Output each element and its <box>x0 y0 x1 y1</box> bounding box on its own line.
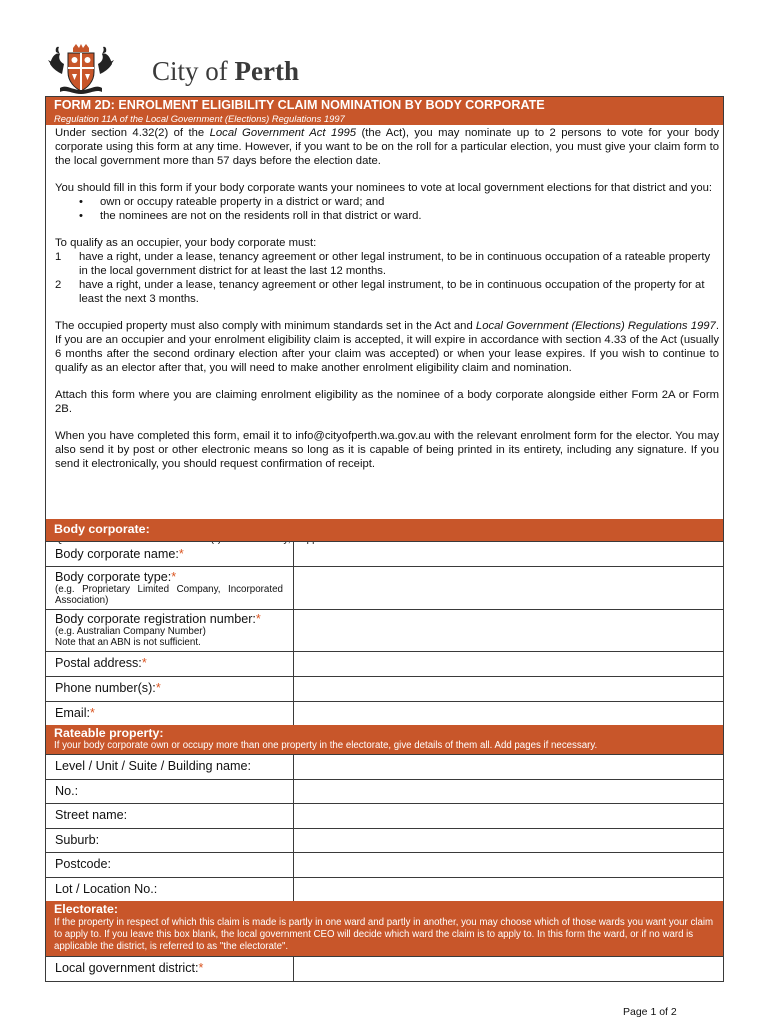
field-label <box>46 567 294 609</box>
bullet-item: • the nominees are not on the residents roll in that district or ward. <box>55 209 719 223</box>
brand-prefix: City of <box>152 56 235 86</box>
body-corporate-name-field[interactable] <box>294 542 723 566</box>
intro-p4-text: The occupied property must also comply with minimum standards set in the Act and <box>55 320 476 332</box>
field-row-number <box>46 779 723 803</box>
field-label <box>46 542 294 566</box>
label-text: Phone number(s): <box>55 681 156 695</box>
intro-p4-text-cont: . If you are an occupier and your enrolment eligibility claim is accepted, it will expire in accordance with section 4.33 of the Act (usually 6 months after the second ordinary election after your claim was accepted) or when your lease expires. If you wish to continue to qualify as an elector after that, you will need to make another enrolment eligibility claim and nomination. <box>55 320 719 374</box>
section-heading: Rateable property: <box>54 726 164 740</box>
label-text: Postcode: <box>55 857 112 871</box>
field-label <box>46 677 294 701</box>
intro-paragraph-1 <box>55 126 719 168</box>
form-title-bar <box>46 97 723 125</box>
body-corporate-type-field[interactable] <box>294 567 723 609</box>
enrolment-form <box>45 96 724 982</box>
intro-paragraph-3: To qualify as an occupier, your body corporate must: <box>55 237 317 249</box>
field-row-registration-number <box>46 609 723 651</box>
label-text: Street name: <box>55 808 128 822</box>
required-asterisk: * <box>178 547 184 561</box>
label-text: Body corporate type: <box>55 570 172 584</box>
field-row-lot-number <box>46 877 723 901</box>
label-text: No.: <box>55 784 79 798</box>
label-text: Body corporate name: <box>55 547 179 561</box>
section-electorate <box>46 901 723 956</box>
email-field[interactable] <box>294 702 723 725</box>
label-text: Local government district: <box>55 961 199 975</box>
postal-address-field[interactable] <box>294 652 723 676</box>
section-rateable-property <box>46 725 723 754</box>
field-row-suburb <box>46 828 723 852</box>
field-label <box>46 780 294 803</box>
street-number-field[interactable] <box>294 780 723 803</box>
form-subtitle: Regulation 11A of the Local Government (Elections) Regulations 1997 <box>54 113 345 124</box>
field-label <box>46 957 294 981</box>
section-body-corporate <box>46 519 723 541</box>
field-hint: (e.g. Proprietary Limited Company, Incorporated Association) <box>55 584 283 606</box>
item-text: have a right, under a lease, tenancy agreement or other legal instrument, to be in continuous occupation of the property for at least the next 3 months. <box>79 279 705 305</box>
field-row-phone <box>46 676 723 701</box>
postcode-field[interactable] <box>294 853 723 877</box>
page-number: Page 1 of 2 <box>623 1006 677 1018</box>
label-text: Lot / Location No.: <box>55 882 158 896</box>
required-asterisk: * <box>198 961 204 975</box>
registration-number-field[interactable] <box>294 610 723 651</box>
lot-number-field[interactable] <box>294 878 723 901</box>
field-hint: Note that an ABN is not sufficient. <box>55 637 201 648</box>
label-text: Email: <box>55 706 90 720</box>
field-row-email <box>46 701 723 725</box>
required-asterisk: * <box>90 706 95 720</box>
section-note: If your body corporate own or occupy more than one property in the electorate, give details of them all. Add pages if necessary. <box>54 740 598 751</box>
label-text: Postal address: <box>55 656 142 670</box>
occupier-conditions <box>55 250 719 306</box>
item-text: have a right, under a lease, tenancy agreement or other legal instrument, to be in continuous occupation of a rateable property in the local government district for at least the last 12 months. <box>79 251 711 277</box>
intro-p1-text: Under section 4.32(2) of the <box>55 127 210 139</box>
field-label <box>46 755 294 779</box>
page-header <box>44 44 344 96</box>
required-asterisk: * <box>141 656 147 670</box>
act-title: Local Government Act 1995 <box>209 127 357 139</box>
field-row-district <box>46 956 723 981</box>
intro-p1-text-cont: (the Act), you may nominate up to 2 persons to vote for your body corporate using this form at any time. However, if you want to be on the roll for a particular election, you must give your claim form to the local government more than 57 days before the election date. <box>55 127 719 167</box>
label-text: Suburb: <box>55 833 100 847</box>
eligibility-bullets <box>55 195 719 223</box>
local-government-district-field[interactable] <box>294 957 723 981</box>
required-asterisk: * <box>255 612 261 626</box>
field-row-street-name <box>46 803 723 828</box>
field-label <box>46 702 294 725</box>
field-label <box>46 853 294 877</box>
building-name-field[interactable] <box>294 755 723 779</box>
label-text: Body corporate registration number: <box>55 612 256 626</box>
field-label <box>46 804 294 828</box>
field-row-postal-address <box>46 651 723 676</box>
item-number: 1 <box>55 251 62 263</box>
label-text: Level / Unit / Suite / Building name: <box>55 759 252 773</box>
field-row-body-corporate-name <box>46 541 723 566</box>
required-asterisk: * <box>155 681 161 695</box>
intro-paragraph-2: You should fill in this form if your body corporate wants your nominees to vote at local government elections for that district and you: <box>55 182 713 194</box>
phone-number-field[interactable] <box>294 677 723 701</box>
item-number: 2 <box>55 279 62 291</box>
numbered-item <box>55 250 719 278</box>
field-row-body-corporate-type <box>46 566 723 609</box>
field-label <box>46 610 294 651</box>
brand-name: Perth <box>234 56 299 86</box>
suburb-field[interactable] <box>294 829 723 852</box>
intro-paragraph-4 <box>55 319 719 375</box>
city-of-perth-crest-icon <box>46 44 116 94</box>
section-heading: Electorate: <box>54 902 119 916</box>
field-row-building-name <box>46 754 723 779</box>
section-heading: Body corporate: <box>54 522 150 536</box>
form-title: FORM 2D: ENROLMENT ELIGIBILITY CLAIM NOMINATION BY BODY CORPORATE <box>54 98 545 112</box>
street-name-field[interactable] <box>294 804 723 828</box>
field-label <box>46 878 294 901</box>
brand-wordmark <box>152 56 299 87</box>
numbered-item <box>55 278 719 306</box>
bullet-item: • own or occupy rateable property in a district or ward; and <box>55 195 719 209</box>
field-label <box>46 829 294 852</box>
section-note: If the property in respect of which this claim is made is partly in one ward and partly in another, you may choose which of those wards you want your claim to apply to. If you leave this box blank, the local government CEO will decide which ward the claim is to apply to. In this form the ward, or if no ward is applicable the district, is referred to as "the electorate". <box>54 917 714 952</box>
intro-paragraph-5: Attach this form where you are claiming enrolment eligibility as the nominee of a body corporate alongside either Form 2A or Form 2B. <box>55 389 719 415</box>
form-instructions <box>55 126 719 471</box>
intro-paragraph-6: When you have completed this form, email it to info@cityofperth.wa.gov.au with the relevant enrolment form for the elector. You may also send it by post or other electronic means so long as it is capable of being printed in its entirety, including any signature. If you send it electronically, you should request confirmation of receipt. <box>55 430 719 470</box>
regulations-title: Local Government (Elections) Regulations 1997 <box>475 320 716 332</box>
field-label <box>46 652 294 676</box>
required-asterisk: * <box>171 570 177 584</box>
field-hint: (e.g. Australian Company Number) <box>55 626 206 637</box>
field-row-postcode <box>46 852 723 877</box>
